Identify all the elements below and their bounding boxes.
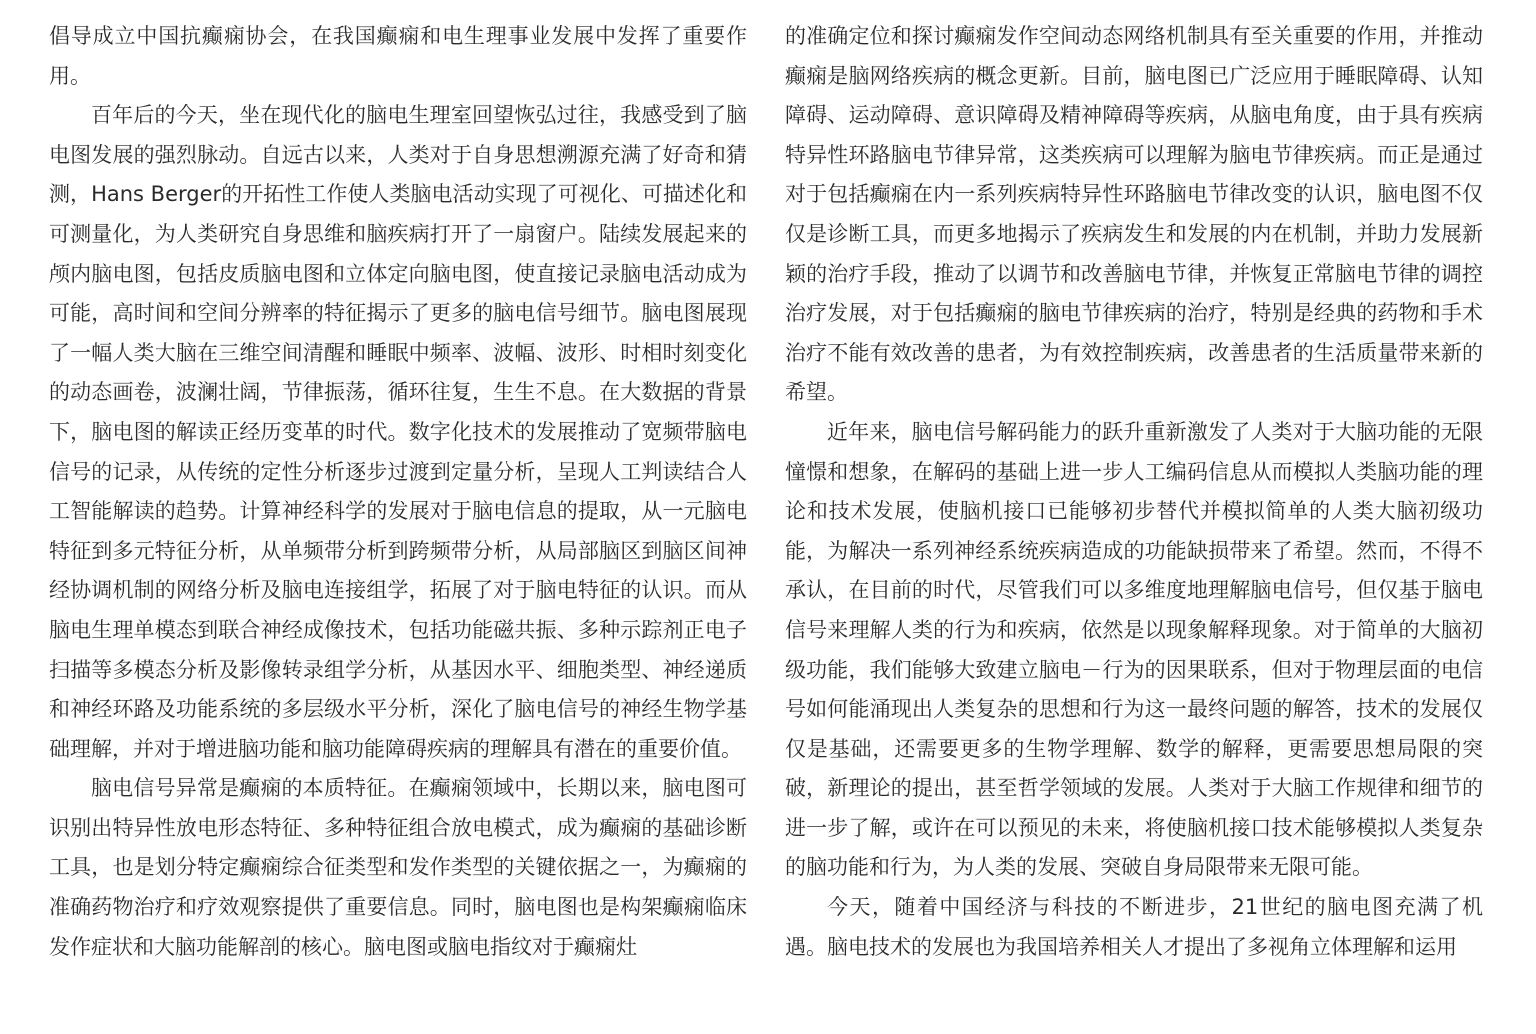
right-text-column	[785, 17, 1483, 967]
paragraph-continuation: 倡导成立中国抗癫痫协会，在我国癫痫和电生理事业发展中发挥了重要作用。	[49, 24, 747, 88]
paragraph-decoding-bci: 近年来，脑电信号解码能力的跃升重新激发了人类对于大脑功能的无限憧憬和想象，在解码的基础上进一步人工编码信息从而模拟人类脑功能的理论和技术发展，使脑机接口已能够初步替代并模拟简单的人类大脑初级功能，为解决一系列神经系统疾病造成的功能缺损带来了希望。然而，不得不承认，在目前的时代，尽管我们可以多维度地理解脑电信号，但仅基于脑电信号来理解人类的行为和疾病，依然是以现象解释现象。对于简单的大脑初级功能，我们能够大致建立脑电－行为的因果联系，但对于物理层面的电信号如何能涌现出人类复杂的思想和行为这一最终问题的解答，技术的发展仅仅是基础，还需要更多的生物学理解、数学的解释，更需要思想局限的突破，新理论的提出，甚至哲学领域的发展。人类对于大脑工作规律和细节的进一步了解，或许在可以预见的未来，将使脑机接口技术能够模拟人类复杂的脑功能和行为，为人类的发展、突破自身局限带来无限可能。	[785, 419, 1483, 880]
left-text-column	[49, 17, 747, 967]
paragraph-21st-century: 今天，随着中国经济与科技的不断进步，21世纪的脑电图充满了机遇。脑电技术的发展也为我国培养相关人才提出了多视角立体理解和运用	[785, 895, 1483, 959]
paragraph-epilepsy-eeg: 脑电信号异常是癫痫的本质特征。在癫痫领域中，长期以来，脑电图可识别出特异性放电形态特征、多种特征组合放电模式，成为癫痫的基础诊断工具，也是划分特定癫痫综合征类型和发作类型的关键依据之一，为癫痫的准确药物治疗和疗效观察提供了重要信息。同时，脑电图也是构架癫痫临床发作症状和大脑功能解剖的核心。脑电图或脑电指纹对于癫痫灶	[49, 776, 747, 959]
paragraph-continuation-right: 的准确定位和探讨癫痫发作空间动态网络机制具有至关重要的作用，并推动癫痫是脑网络疾病的概念更新。目前，脑电图已广泛应用于睡眠障碍、认知障碍、运动障碍、意识障碍及精神障碍等疾病，从脑电角度，由于具有疾病特异性环路脑电节律异常，这类疾病可以理解为脑电节律疾病。而正是通过对于包括癫痫在内一系列疾病特异性环路脑电节律改变的认识，脑电图不仅仅是诊断工具，而更多地揭示了疾病发生和发展的内在机制，并助力发展新颖的治疗手段，推动了以调节和改善脑电节律，并恢复正常脑电节律的调控治疗发展，对于包括癫痫的脑电节律疾病的治疗，特别是经典的药物和手术治疗不能有效改善的患者，为有效控制疾病，改善患者的生活质量带来新的希望。	[785, 24, 1483, 405]
paragraph-eeg-development: 百年后的今天，坐在现代化的脑电生理室回望恢弘过往，我感受到了脑电图发展的强烈脉动。自远古以来，人类对于自身思想溯源充满了好奇和猜测，Hans Berger的开拓性工作使人类脑电活动实现了可视化、可描述化和可测量化，为人类研究自身思维和脑疾病打开了一扇窗户。陆续发展起来的颅内脑电图，包括皮质脑电图和立体定向脑电图，使直接记录脑电活动成为可能，高时间和空间分辨率的特征揭示了更多的脑电信号细节。脑电图展现了一幅人类大脑在三维空间清醒和睡眠中频率、波幅、波形、时相时刻变化的动态画卷，波澜壮阔，节律振荡，循环往复，生生不息。在大数据的背景下，脑电图的解读正经历变革的时代。数字化技术的发展推动了宽频带脑电信号的记录，从传统的定性分析逐步过渡到定量分析，呈现人工判读结合人工智能解读的趋势。计算神经科学的发展对于脑电信息的提取，从一元脑电特征到多元特征分析，从单频带分析到跨频带分析，从局部脑区到脑区间神经协调机制的网络分析及脑电连接组学，拓展了对于脑电特征的认识。而从脑电生理单模态到联合神经成像技术，包括功能磁共振、多种示踪剂正电子扫描等多模态分析及影像转录组学分析，从基因水平、细胞类型、神经递质和神经环路及功能系统的多层级水平分析，深化了脑电信号的神经生物学基础理解，并对于增进脑功能和脑功能障碍疾病的理解具有潜在的重要价值。	[49, 103, 747, 761]
